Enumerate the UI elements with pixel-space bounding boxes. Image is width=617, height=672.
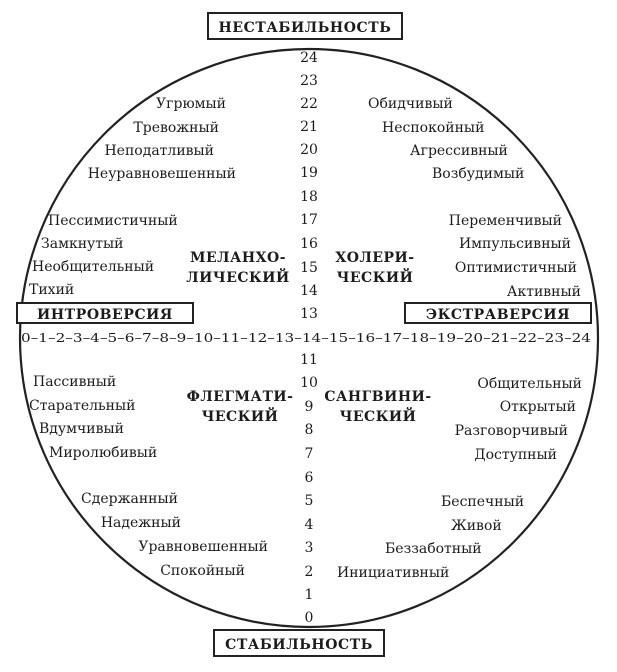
scale-number: 1: [304, 587, 314, 603]
phlegmatic-label: [187, 389, 294, 425]
trait-label: Угрюмый: [156, 96, 226, 112]
scale-number: 14: [300, 283, 318, 299]
scale-number: 13: [300, 306, 318, 322]
scale-number: 15: [300, 260, 318, 276]
trait-label: Обидчивый: [368, 96, 453, 112]
scale-number: 21: [300, 119, 318, 135]
vertical-scale-upper: [300, 50, 318, 322]
scale-number: 8: [304, 422, 314, 438]
scale-number: 18: [300, 189, 318, 205]
trait-label: Пассивный: [33, 374, 117, 390]
trait-label: Спокойный: [160, 563, 245, 579]
trait-label: Неподатливый: [104, 143, 214, 159]
scale-number: 23: [300, 73, 318, 89]
temperament-line: САНГВИНИ-: [324, 389, 432, 405]
trait-label: Неуравновешенный: [87, 166, 236, 182]
trait-label: Неспокойный: [382, 120, 485, 136]
trait-label: Беззаботный: [385, 541, 482, 557]
trait-label: Импульсивный: [458, 236, 571, 252]
trait-label: Вдумчивый: [39, 421, 124, 437]
scale-number: 17: [300, 212, 318, 228]
trait-label: Переменчивый: [448, 213, 562, 229]
extraversion-label: ЭКСТРАВЕРСИЯ: [425, 307, 571, 323]
trait-label: Доступный: [474, 447, 557, 463]
trait-label: Миролюбивый: [49, 445, 158, 461]
horizontal-scale: 0–1–2–3–4–5–6–7–8–9–10–11–12–13–14–15–16–17–18–19–20–21–22–23–24: [21, 330, 592, 345]
vertical-scale-lower: [300, 352, 318, 626]
trait-label: Оптимистичный: [454, 260, 577, 276]
instability-label: НЕСТАБИЛЬНОСТЬ: [218, 20, 392, 36]
trait-label: Живой: [451, 518, 502, 534]
temperament-line: ЧЕСКИЙ: [336, 270, 414, 286]
temperament-line: МЕЛАНХО-: [189, 250, 287, 266]
trait-label: Старательный: [29, 398, 136, 414]
scale-number: 0: [304, 610, 314, 626]
scale-number: 5: [304, 493, 314, 509]
trait-label: Тревожный: [133, 120, 219, 136]
choleric-label: [335, 250, 414, 286]
trait-label: Необщительный: [32, 259, 155, 275]
sanguine-label: [324, 389, 431, 425]
trait-label: Сдержанный: [81, 491, 178, 507]
trait-label: Уравновешенный: [138, 539, 268, 555]
scale-number: 6: [304, 470, 314, 486]
scale-number: 22: [300, 96, 318, 112]
scale-number: 3: [304, 540, 314, 556]
temperament-line: ХОЛЕРИ-: [335, 250, 415, 266]
traits-top-left: [29, 96, 236, 298]
scale-number: 9: [304, 399, 314, 415]
scale-number: 20: [300, 142, 318, 158]
temperament-line: ЧЕСКИЙ: [201, 409, 279, 425]
scale-number: 7: [304, 446, 314, 462]
temperament-line: ФЛЕГМАТИ-: [186, 389, 294, 405]
trait-label: Тихий: [29, 282, 75, 298]
melancholic-label: [186, 250, 289, 286]
scale-number: 11: [300, 352, 318, 368]
trait-label: Активный: [506, 284, 581, 300]
scale-number: 4: [304, 517, 314, 533]
scale-number: 2: [304, 564, 314, 580]
trait-label: Агрессивный: [410, 143, 508, 159]
trait-label: Разговорчивый: [454, 423, 568, 439]
scale-number: 16: [300, 236, 318, 252]
scale-number: 19: [300, 165, 318, 181]
trait-label: Открытый: [499, 399, 576, 415]
trait-label: Надежный: [100, 515, 181, 531]
trait-label: Общительный: [477, 376, 582, 392]
temperament-line: ЧЕСКИЙ: [339, 409, 417, 425]
stability-label: СТАБИЛЬНОСТЬ: [225, 637, 373, 653]
trait-label: Замкнутый: [41, 236, 124, 252]
temperament-line: ЛИЧЕСКИЙ: [186, 270, 290, 286]
trait-label: Возбудимый: [432, 166, 525, 182]
scale-number: 10: [300, 375, 318, 391]
trait-label: Пессимистичный: [48, 213, 178, 229]
trait-label: Инициативный: [337, 565, 450, 581]
scale-number: 24: [300, 50, 318, 66]
traits-bottom-right: [337, 376, 582, 581]
introversion-label: ИНТРОВЕРСИЯ: [37, 307, 173, 323]
trait-label: Беспечный: [441, 494, 525, 510]
